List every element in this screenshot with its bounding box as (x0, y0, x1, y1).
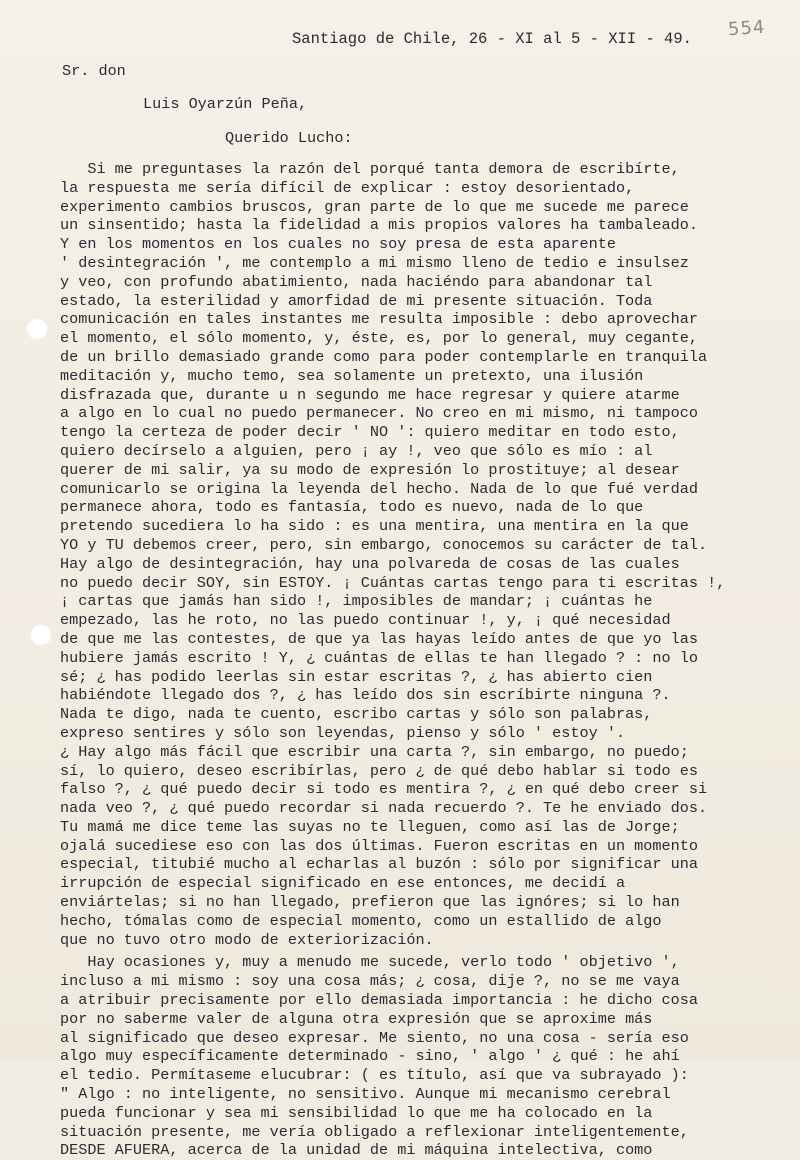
letter-line: a algo en lo cual no puedo permanecer. No creo en mi mismo, ni tampoco (60, 404, 698, 423)
letter-line: falso ?, ¿ qué puedo decir si todo es mentira ?, ¿ en qué debo creer si (60, 780, 708, 799)
punch-hole (30, 624, 52, 646)
letter-line: hecho, tómalas como de especial momento, como un estallido de algo (60, 911, 662, 930)
letter-line: disfrazada que, durante u n segundo me hace regresar y quiere atarme (60, 385, 680, 404)
letter-line: ojalá sucediese eso con las dos últimas. Fueron escritas en un momento (60, 836, 698, 855)
letter-line: pretendo sucediera lo ha sido : es una mentira, una mentira en la que (60, 517, 689, 536)
letter-line: hubiere jamás escrito ! Y, ¿ cuántas de ellas te han llegado ? : no lo (60, 648, 698, 667)
letter-line: por no saberme valer de alguna otra expresión que se aproxime más (60, 1009, 653, 1028)
date-line: Santiago de Chile, 26 - XI al 5 - XII - 49. (292, 30, 692, 48)
letter-line: ' desintegración ', me contemplo a mi mismo lleno de tedio e insulsez (60, 253, 689, 272)
letter-line: sí, lo quiero, deseo escribírlas, pero ¿ de qué debo hablar si todo es (60, 761, 698, 780)
letter-line: ¡ cartas que jamás han sido !, imposibles de mandar; ¡ cuántas he (60, 592, 653, 611)
letter-line: algo muy específicamente determinado - sino, ' algo ' ¿ qué : he ahí (60, 1047, 680, 1066)
letter-line: pueda funcionar y sea mi sensibilidad lo que me ha colocado en la (60, 1103, 653, 1122)
letter-line: enviártelas; si no han llegado, prefieron que las ignóres; si lo han (60, 893, 680, 912)
letter-line: Nada te digo, nada te cuento, escribo cartas y sólo son palabras, (60, 705, 653, 724)
letter-line: comunicarlo se origina la leyenda del hecho. Nada de lo que fué verdad (60, 479, 698, 498)
letter-line: situación presente, me vería obligado a reflexionar inteligentemente, (60, 1122, 689, 1141)
greeting: Querido Lucho: (225, 129, 353, 147)
letter-line: el tedio. Permítaseme elucubrar: ( es título, así que va subrayado ): (60, 1066, 689, 1085)
letter-line: " Algo : no inteligente, no sensitivo. Aunque mi mecanismo cerebral (60, 1085, 671, 1104)
salutation: Sr. don (62, 62, 126, 80)
letter-line: que no tuvo otro modo de exteriorización. (60, 930, 434, 949)
letter-line: meditación y, mucho temo, sea solamente un pretexto, una ilusión (60, 366, 644, 385)
letter-line: de que me las contestes, de que ya las hayas leído antes de que yo las (60, 629, 698, 648)
letter-line: DESDE AFUERA, acerca de la unidad de mi máquina intelectiva, como (60, 1141, 653, 1160)
archive-number: 554 (727, 16, 767, 41)
letter-line: permanece ahora, todo es fantasía, todo es nuevo, nada de lo que (60, 498, 644, 517)
letter-line: y veo, con profundo abatimiento, nada haciéndo para abandonar tal (60, 272, 653, 291)
letter-line: expreso sentires y sólo son leyendas, pienso y sólo ' estoy '. (60, 723, 626, 742)
letter-line: Tu mamá me dice teme las suyas no te lleguen, como así las de Jorge; (60, 817, 680, 836)
letter-line: YO y TU debemos creer, pero, sin embargo, conocemos su carácter de tal. (60, 535, 708, 554)
letter-line: comunicación en tales instantes me resulta imposible : debo aprovechar (60, 310, 698, 329)
letter-line: querer de mi salir, ya su modo de expresión lo prostituye; al desear (60, 460, 680, 479)
letter-line: incluso a mi mismo : soy una cosa más; ¿ cosa, dije ?, no se me vaya (60, 972, 680, 991)
letter-line: irrupción de especial significado en ese entonces, me decidí a (60, 874, 626, 893)
letter-line: Si me preguntases la razón del porqué tanta demora de escribírte, (60, 160, 680, 178)
letter-line: no puedo decir SOY, sin ESTOY. ¡ Cuántas cartas tengo para ti escritas !, (60, 573, 726, 592)
letter-line: empezado, las he roto, no las puedo continuar !, y, ¡ qué necesidad (60, 611, 671, 630)
addressee-name: Luis Oyarzún Peña, (143, 95, 308, 113)
letter-line: nada veo ?, ¿ qué puedo recordar si nada recuerdo ?. Te he enviado dos. (60, 799, 708, 818)
letter-line: al significado que deseo expresar. Me siento, no una cosa - sería eso (60, 1028, 689, 1047)
letter-line: especial, titubié mucho al echarlas al buzón : sólo por significar una (60, 855, 698, 874)
letter-line: a atribuir precisamente por ello demasiada importancia : he dicho cosa (60, 991, 698, 1010)
letter-line: Y en los momentos en los cuales no soy presa de esta aparente (60, 235, 616, 254)
letter-line: sé; ¿ has podido leerlas sin estar escritas ?, ¿ has abierto cien (60, 667, 653, 686)
letter-line: quiero decírselo a alguien, pero ¡ ay !, veo que sólo es mío : al (60, 441, 653, 460)
letter-line: estado, la esterilidad y amorfidad de mi presente situación. Toda (60, 291, 653, 310)
punch-hole (26, 318, 48, 340)
letter-line: Hay algo de desintegración, hay una polvareda de cosas de las cuales (60, 554, 680, 573)
letter-line: de un brillo demasiado grande como para poder contemplarle en tranquila (60, 347, 708, 366)
letter-line: tengo la certeza de poder decir ' NO ': quiero meditar en todo esto, (60, 423, 680, 442)
letter-line: el momento, el sólo momento, y, éste, es, por lo general, muy cegante, (60, 329, 698, 348)
letter-line: Hay ocasiones y, muy a menudo me sucede, verlo todo ' objetivo ', (60, 953, 680, 972)
letter-line: un sinsentido; hasta la fidelidad a mis propios valores ha tambaleado. (60, 216, 698, 235)
letter-line: ¿ Hay algo más fácil que escribir una carta ?, sin embargo, no puedo; (60, 742, 689, 761)
letter-line: habiéndote llegado dos ?, ¿ has leído dos sin escríbirte ninguna ?. (60, 686, 671, 705)
letter-line: experimento cambios bruscos, gran parte de lo que me sucede me parece (60, 197, 689, 216)
letter-body (60, 160, 760, 1160)
letter-line: la respuesta me sería difícil de explicar : estoy desorientado, (60, 178, 635, 197)
